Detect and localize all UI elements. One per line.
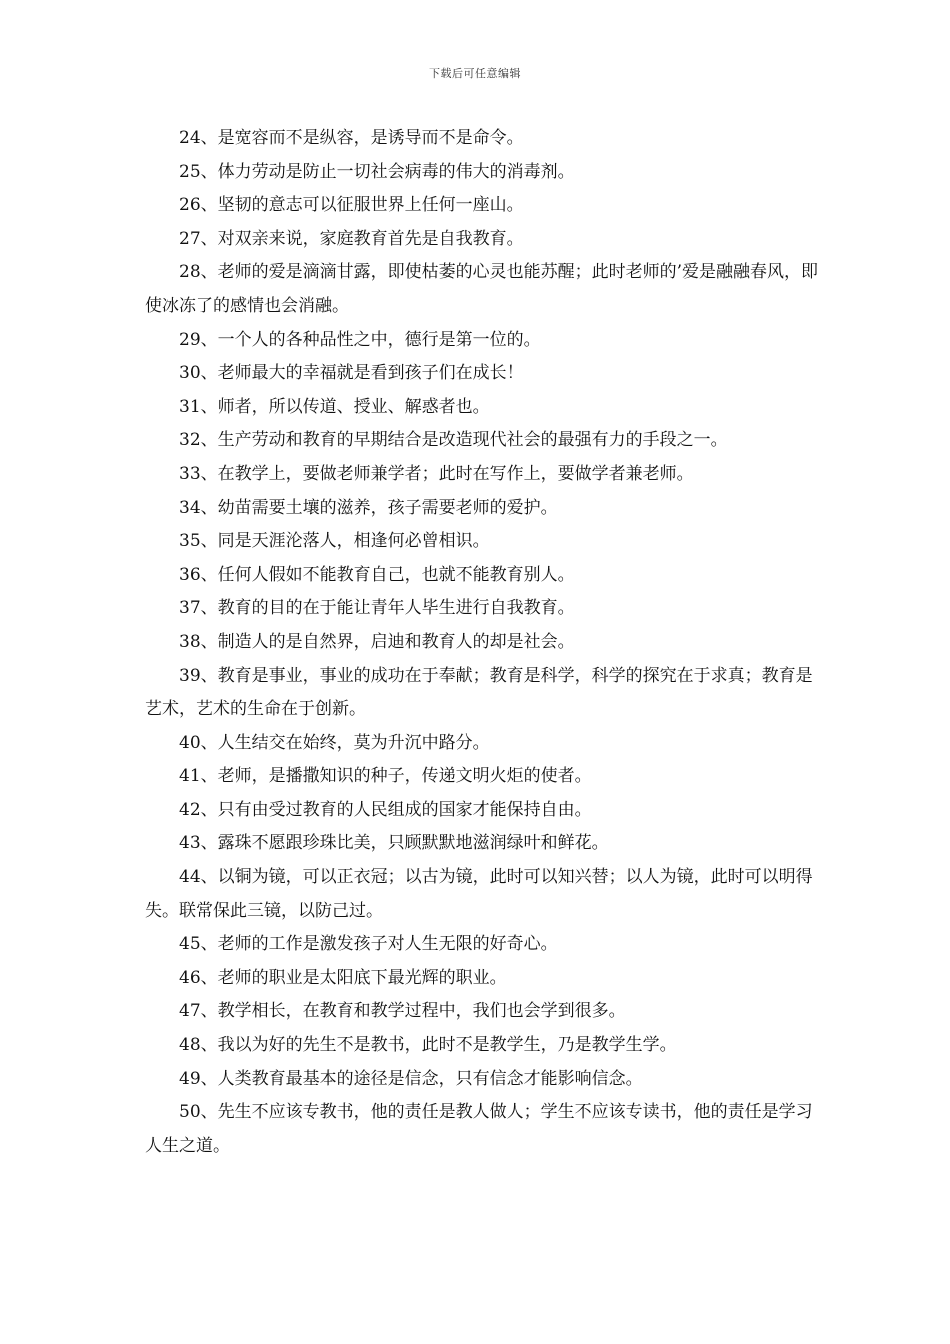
paragraph-47: 47、教学相长，在教育和教学过程中，我们也会学到很多。 bbox=[179, 1001, 626, 1022]
quote-list bbox=[145, 122, 825, 1163]
paragraph-48: 48、我以为好的先生不是教书，此时不是教学生，乃是教学生学。 bbox=[179, 1035, 677, 1056]
paragraph-30: 30、老师最大的幸福就是看到孩子们在成长！ bbox=[179, 363, 524, 384]
paragraph-32: 32、生产劳动和教育的早期结合是改造现代社会的最强有力的手段之一。 bbox=[179, 430, 728, 451]
paragraph-28: 28、老师的爱是滴滴甘露，即使枯萎的心灵也能苏醒；此时老师的’爱是融融春风，即使冰冻了的感情也会消融。 bbox=[145, 262, 819, 316]
paragraph-39: 39、教育是事业，事业的成功在于奉献；教育是科学，科学的探究在于求真；教育是艺术，艺术的生命在于创新。 bbox=[145, 665, 813, 720]
paragraph-45: 45、老师的工作是激发孩子对人生无限的好奇心。 bbox=[179, 934, 558, 955]
page-header: 下载后可任意编辑 bbox=[429, 67, 521, 80]
paragraph-40: 40、人生结交在始终，莫为升沉中路分。 bbox=[179, 732, 490, 753]
paragraph-34: 34、幼苗需要土壤的滋养，孩子需要老师的爱护。 bbox=[179, 497, 558, 518]
paragraph-43: 43、露珠不愿跟珍珠比美，只顾默默地滋润绿叶和鲜花。 bbox=[179, 833, 609, 854]
paragraph-26: 26、坚韧的意志可以征服世界上任何一座山。 bbox=[179, 195, 524, 216]
paragraph-31: 31、师者，所以传道、授业、解惑者也。 bbox=[179, 396, 490, 417]
paragraph-29: 29、一个人的各种品性之中，德行是第一位的。 bbox=[179, 329, 541, 350]
paragraph-24: 24、是宽容而不是纵容，是诱导而不是命令。 bbox=[179, 128, 524, 148]
paragraph-42: 42、只有由受过教育的人民组成的国家才能保持自由。 bbox=[179, 799, 592, 820]
paragraph-37: 37、教育的目的在于能让青年人毕生进行自我教育。 bbox=[179, 598, 575, 619]
paragraph-41: 41、老师，是播撒知识的种子，传递文明火炬的使者。 bbox=[179, 766, 592, 787]
paragraph-50: 50、先生不应该专教书，他的责任是教人做人；学生不应该专读书，他的责任是学习人生之道。 bbox=[145, 1102, 813, 1156]
paragraph-44: 44、以铜为镜，可以正衣冠；以古为镜，此时可以知兴替；以人为镜，此时可以明得失。联常保此三镜，以防己过。 bbox=[145, 867, 813, 921]
paragraph-36: 36、任何人假如不能教育自己，也就不能教育别人。 bbox=[179, 564, 575, 585]
paragraph-38: 38、制造人的是自然界，启迪和教育人的却是社会。 bbox=[179, 631, 575, 652]
paragraph-25: 25、体力劳动是防止一切社会病毒的伟大的消毒剂。 bbox=[179, 161, 575, 182]
paragraph-46: 46、老师的职业是太阳底下最光辉的职业。 bbox=[179, 967, 507, 988]
paragraph-49: 49、人类教育最基本的途径是信念，只有信念才能影响信念。 bbox=[179, 1068, 643, 1089]
paragraph-33: 33、在教学上，要做老师兼学者；此时在写作上，要做学者兼老师。 bbox=[179, 463, 694, 484]
paragraph-35: 35、同是天涯沦落人，相逢何必曾相识。 bbox=[179, 531, 490, 552]
paragraph-27: 27、对双亲来说，家庭教育首先是自我教育。 bbox=[179, 228, 524, 249]
